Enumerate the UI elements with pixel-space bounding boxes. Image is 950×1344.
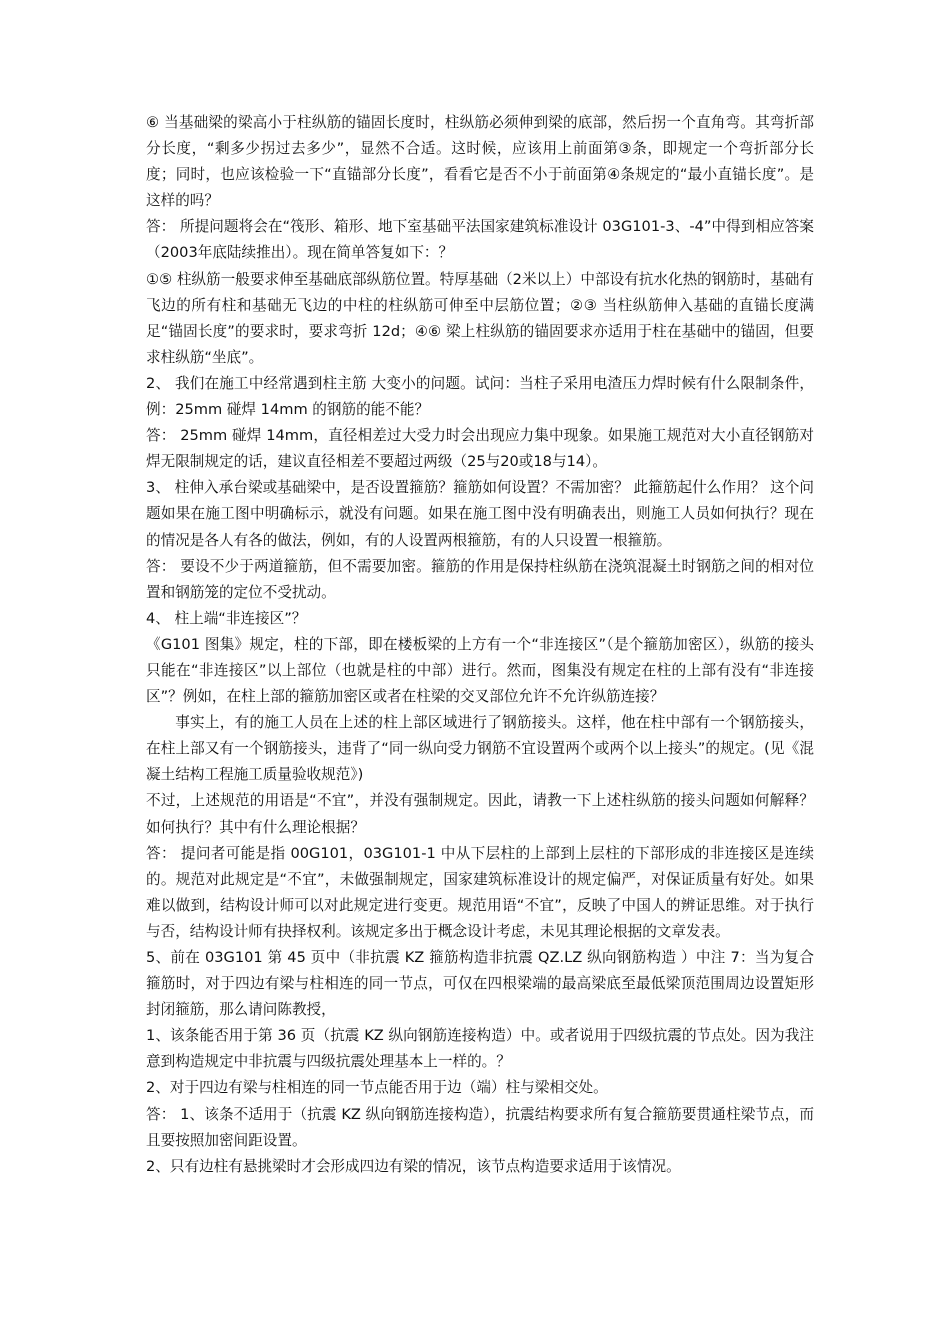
paragraph-q4-followup: 不过，上述规范的用语是“不宜”，并没有强制规定。因此，请教一下上述柱纵筋的接头问题如何解释？如何执行？其中有什么理论根据？ (146, 792, 814, 836)
paragraph-q4-heading: 4、 柱上端“非连接区”？ (146, 609, 307, 627)
paragraph-q4-body: 《G101 图集》规定，柱的下部，即在楼板梁的上方有一个“非连接区”（是个箍筋加密区），纵筋的接头只能在“非连接区”以上部位（也就是柱的中部）进行。然而，图集没有规定在柱的上部有没有“非连接区”？例如，在柱上部的箍筋加密区或者在柱梁的交叉部位允许不允许纵筋连接？ (146, 635, 814, 706)
paragraph-answer-2: 答： 25mm 碰焊 14mm，直径相差过大受力时会出现应力集中现象。如果施工规范对大小直径钢筋对焊无限制规定的话，建议直径相差不要超过两级（25与20或18与14）。 (146, 427, 814, 471)
paragraph-q6: ⑥ 当基础梁的梁高小于柱纵筋的锚固长度时，柱纵筋必须伸到梁的底部，然后拐一个直角弯。其弯折部分长度，“剩多少拐过去多少”，显然不合适。这时候，应该用上前面第③条，即规定一个弯折部分长度；同时，也应该检验一下“直锚部分长度”，看看它是否不小于前面第④条规定的“最小直锚长度”。是这样的吗？ (146, 114, 814, 210)
paragraph-answer-3: 答： 要设不少于两道箍筋，但不需要加密。箍筋的作用是保持柱纵筋在浇筑混凝土时钢筋之间的相对位置和钢筋笼的定位不受扰动。 (146, 557, 814, 601)
paragraph-answer-1-detail: ①⑤ 柱纵筋一般要求伸至基础底部纵筋位置。特厚基础（2米以上）中部设有抗水化热的钢筋时，基础有飞边的所有柱和基础无飞边的中柱的柱纵筋可伸至中层筋位置；②③ 当柱纵筋伸入基础的直锚长度满足“锚固长度”的要求时，要求弯折 12d；④⑥ 梁上柱纵筋的锚固要求亦适用于柱在基础中的锚固，但要求柱纵筋“坐底”。 (146, 270, 814, 366)
paragraph-q5-item-1: 1、该条能否用于第 36 页（抗震 KZ 纵向钢筋连接构造）中。或者说用于四级抗震的节点处。因为我注意到构造规定中非抗震与四级抗震处理基本上一样的。？ (146, 1027, 814, 1071)
paragraph-q5: 5、前在 03G101 第 45 页中（非抗震 KZ 箍筋构造非抗震 QZ.LZ 纵向钢筋构造 ）中注 7：当为复合箍筋时，对于四边有梁与柱相连的同一节点，可仅在四根梁端的最高梁底至最低梁顶范围周边设置矩形封闭箍筋，那么请问陈教授， (146, 949, 814, 1019)
paragraph-q2: 2、 我们在施工中经常遇到柱主筋 大变小的问题。试问：当柱子采用电渣压力焊时候有什么限制条件，例：25mm 碰焊 14mm 的钢筋的能不能？ (146, 374, 814, 419)
paragraph-q4-fact: 事实上，有的施工人员在上述的柱上部区域进行了钢筋接头。这样，他在柱中部有一个钢筋接头，在柱上部又有一个钢筋接头，违背了“同一纵向受力钢筋不宜设置两个或两个以上接头”的规定。(见《混凝土结构工程施工质量验收规范》) (146, 714, 814, 784)
document-body (146, 110, 814, 1180)
paragraph-q5-item-2: 2、对于四边有梁与柱相连的同一节点能否用于边（端）柱与梁相交处。 (146, 1079, 608, 1097)
paragraph-answer-5-item-2: 2、只有边柱有悬挑梁时才会形成四边有梁的情况，该节点构造要求适用于该情况。 (146, 1157, 681, 1175)
paragraph-answer-5-item-1: 答： 1、该条不适用于（抗震 KZ 纵向钢筋连接构造），抗震结构要求所有复合箍筋要贯通柱梁节点，而且要按照加密间距设置。 (146, 1105, 814, 1149)
paragraph-answer-4: 答： 提问者可能是指 00G101，03G101-1 中从下层柱的上部到上层柱的下部形成的非连接区是连续的。规范对此规定是“不宜”，未做强制规定，国家建筑标准设计的规定偏严，对保证质量有好处。如果难以做到，结构设计师可以对此规定进行变更。规范用语“不宜”，反映了中国人的辨证思维。对于执行与否，结构设计师有抉择权利。该规定多出于概念设计考虑，未见其理论根据的文章发表。 (146, 844, 814, 940)
paragraph-answer-1: 答： 所提问题将会在“筏形、箱形、地下室基础平法国家建筑标准设计 03G101-3、-4”中得到相应答案（2003年底陆续推出）。现在简单答复如下：？ (146, 218, 814, 262)
paragraph-q3: 3、 柱伸入承台梁或基础梁中，是否设置箍筋？箍筋如何设置？不需加密？ 此箍筋起什么作用？ 这个问题如果在施工图中明确标示，就没有问题。如果在施工图中没有明确表出，则施工人员如何执行？现在的情况是各人有各的做法，例如，有的人设置两根箍筋，有的人只设置一根箍筋。 (146, 479, 814, 549)
